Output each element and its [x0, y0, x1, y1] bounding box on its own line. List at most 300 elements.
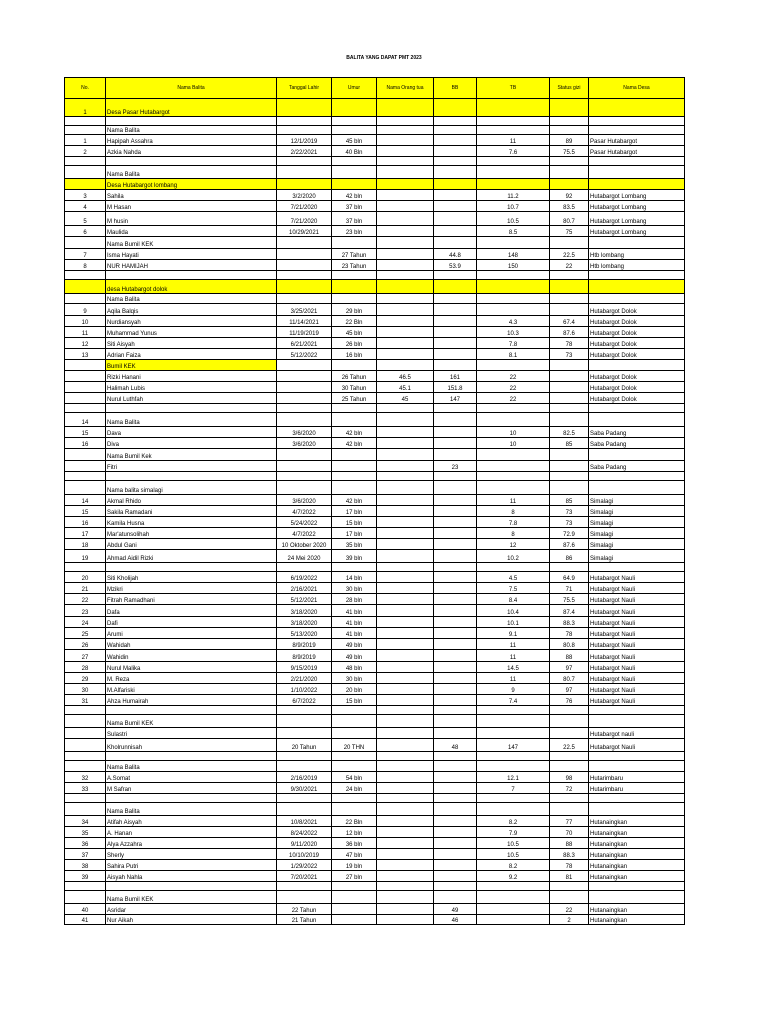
bb-cell [434, 860, 477, 871]
bb-cell [434, 117, 477, 126]
bb-cell: 161 [434, 371, 477, 382]
tanggal-lahir-cell: 8/9/2019 [277, 639, 332, 650]
table-row [65, 506, 685, 517]
umur-cell [332, 449, 377, 461]
nama-orang-tua-cell [377, 528, 434, 539]
bb-cell [434, 506, 477, 517]
umur-cell: 26 Tahun [332, 371, 377, 382]
bb-cell [434, 772, 477, 783]
nama-orang-tua-cell [377, 706, 434, 715]
nama-cell: M.Alfariski [106, 684, 277, 695]
nama-orang-tua-cell [377, 871, 434, 882]
tb-cell [477, 752, 550, 761]
no-cell: 21 [65, 583, 106, 594]
table-row [65, 673, 685, 684]
bb-cell [434, 179, 477, 190]
umur-cell: 42 bln [332, 495, 377, 506]
nama-desa-cell: Hutanaingkan [589, 816, 685, 827]
no-cell [65, 794, 106, 803]
nama-cell: Nama Bumil KEK [106, 891, 277, 904]
no-cell: 38 [65, 860, 106, 871]
no-cell [65, 179, 106, 190]
table-row [65, 803, 685, 816]
no-cell: 7 [65, 249, 106, 260]
table-row [65, 226, 685, 237]
nama-cell: Nama Bumil KEK [106, 715, 277, 728]
tb-cell: 10.7 [477, 201, 550, 212]
status-gizi-cell [550, 117, 589, 126]
header-umur: Umur [332, 78, 377, 99]
status-gizi-cell [550, 271, 589, 280]
table-row [65, 594, 685, 605]
nama-orang-tua-cell [377, 739, 434, 752]
bb-cell [434, 271, 477, 280]
header-row [65, 78, 685, 99]
umur-cell: 20 bln [332, 684, 377, 695]
tb-cell: 11 [477, 639, 550, 650]
table-row [65, 495, 685, 506]
tb-cell [477, 294, 550, 304]
tb-cell: 11.2 [477, 190, 550, 201]
nama-cell: Nama Balita [106, 126, 277, 135]
table-row [65, 99, 685, 117]
no-cell [65, 382, 106, 393]
nama-desa-cell: Hutabargot Nauli [589, 650, 685, 662]
tb-cell: 8.5 [477, 226, 550, 237]
tanggal-lahir-cell: 6/21/2021 [277, 338, 332, 349]
nama-orang-tua-cell [377, 271, 434, 280]
umur-cell [332, 794, 377, 803]
nama-desa-cell [589, 117, 685, 126]
tb-cell: 22 [477, 371, 550, 382]
no-cell: 30 [65, 684, 106, 695]
tb-cell: 10 [477, 438, 550, 449]
nama-cell: Maulida [106, 226, 277, 237]
nama-orang-tua-cell [377, 728, 434, 739]
tanggal-lahir-cell: 8/9/2019 [277, 650, 332, 662]
nama-orang-tua-cell [377, 249, 434, 260]
nama-orang-tua-cell [377, 838, 434, 849]
umur-cell [332, 882, 377, 891]
tb-cell [477, 449, 550, 461]
umur-cell: 24 bln [332, 783, 377, 794]
umur-cell [332, 166, 377, 179]
table-row [65, 904, 685, 915]
nama-desa-cell: Hutanaingkan [589, 827, 685, 838]
nama-orang-tua-cell: 46.5 [377, 371, 434, 382]
tb-cell: 10.5 [477, 212, 550, 226]
status-gizi-cell: 80.7 [550, 212, 589, 226]
umur-cell: 42 bln [332, 438, 377, 449]
tb-cell: 14.5 [477, 662, 550, 673]
status-gizi-cell [550, 404, 589, 413]
nama-desa-cell: Hutabargot Nauli [589, 695, 685, 706]
status-gizi-cell [550, 891, 589, 904]
bb-cell [434, 706, 477, 715]
tanggal-lahir-cell: 8/24/2022 [277, 827, 332, 838]
nama-desa-cell: Saba Padang [589, 427, 685, 438]
tb-cell: 11 [477, 673, 550, 684]
status-gizi-cell [550, 563, 589, 572]
table-row [65, 201, 685, 212]
status-gizi-cell [550, 382, 589, 393]
table-row [65, 166, 685, 179]
nama-orang-tua-cell [377, 803, 434, 816]
no-cell [65, 126, 106, 135]
no-cell [65, 404, 106, 413]
status-gizi-cell: 85 [550, 495, 589, 506]
table-row [65, 135, 685, 146]
nama-orang-tua-cell [377, 639, 434, 650]
tanggal-lahir-cell: 9/15/2019 [277, 662, 332, 673]
bb-cell [434, 404, 477, 413]
nama-desa-cell: Hutanaingkan [589, 871, 685, 882]
nama-cell: Dafa [106, 605, 277, 617]
nama-orang-tua-cell [377, 449, 434, 461]
tb-cell [477, 166, 550, 179]
nama-desa-cell: Htb lombang [589, 260, 685, 271]
bb-cell [434, 728, 477, 739]
no-cell [65, 280, 106, 294]
tb-cell [477, 472, 550, 481]
nama-desa-cell: Hutabargot Dolok [589, 382, 685, 393]
nama-cell: Nurul Luthfah [106, 393, 277, 404]
no-cell: 25 [65, 628, 106, 639]
nama-orang-tua-cell [377, 481, 434, 495]
nama-cell: Halimah Lubis [106, 382, 277, 393]
tanggal-lahir-cell: 3/18/2020 [277, 617, 332, 628]
nama-desa-cell [589, 271, 685, 280]
nama-desa-cell: Simalagi [589, 539, 685, 550]
table-row [65, 472, 685, 481]
bb-cell [434, 472, 477, 481]
tb-cell: 7.9 [477, 827, 550, 838]
table-row [65, 794, 685, 803]
tanggal-lahir-cell [277, 461, 332, 472]
tb-cell [477, 461, 550, 472]
nama-cell: Nur Aikah [106, 915, 277, 925]
nama-orang-tua-cell [377, 715, 434, 728]
nama-cell [106, 271, 277, 280]
tanggal-lahir-cell [277, 481, 332, 495]
nama-desa-cell: Hutabargot Nauli [589, 628, 685, 639]
tb-cell [477, 882, 550, 891]
tanggal-lahir-cell: 3/6/2020 [277, 438, 332, 449]
nama-desa-cell: Hutanaingkan [589, 915, 685, 925]
no-cell: 10 [65, 316, 106, 327]
nama-orang-tua-cell [377, 461, 434, 472]
status-gizi-cell [550, 449, 589, 461]
tb-cell: 7 [477, 783, 550, 794]
tb-cell: 10.1 [477, 617, 550, 628]
table-row [65, 706, 685, 715]
nama-cell: Fitri [106, 461, 277, 472]
tb-cell: 10.5 [477, 838, 550, 849]
bb-cell [434, 294, 477, 304]
nama-desa-cell [589, 280, 685, 294]
tb-cell: 22 [477, 382, 550, 393]
bb-cell [434, 752, 477, 761]
status-gizi-cell: 22 [550, 260, 589, 271]
bb-cell [434, 803, 477, 816]
no-cell [65, 360, 106, 371]
tanggal-lahir-cell: 2/16/2019 [277, 772, 332, 783]
nama-orang-tua-cell [377, 650, 434, 662]
status-gizi-cell: 73 [550, 349, 589, 360]
table-row [65, 628, 685, 639]
status-gizi-cell [550, 761, 589, 772]
nama-orang-tua-cell [377, 506, 434, 517]
no-cell: 32 [65, 772, 106, 783]
bb-cell [434, 871, 477, 882]
no-cell [65, 472, 106, 481]
table-row [65, 882, 685, 891]
no-cell: 15 [65, 427, 106, 438]
nama-desa-cell [589, 126, 685, 135]
no-cell [65, 271, 106, 280]
tb-cell [477, 304, 550, 316]
table-row [65, 563, 685, 572]
tanggal-lahir-cell [277, 126, 332, 135]
header-tb: TB [477, 78, 550, 99]
status-gizi-cell: 78 [550, 860, 589, 871]
tanggal-lahir-cell: 11/19/2019 [277, 327, 332, 338]
tb-cell [477, 404, 550, 413]
tanggal-lahir-cell [277, 99, 332, 117]
no-cell: 35 [65, 827, 106, 838]
table-row [65, 271, 685, 280]
no-cell: 11 [65, 327, 106, 338]
status-gizi-cell: 75.5 [550, 146, 589, 157]
nama-cell: Bumil KEK [106, 360, 277, 371]
nama-orang-tua-cell [377, 783, 434, 794]
nama-desa-cell: Hutanaingkan [589, 904, 685, 915]
bb-cell [434, 413, 477, 427]
nama-desa-cell: Hutabargot Dolok [589, 327, 685, 338]
table-row [65, 237, 685, 249]
tanggal-lahir-cell [277, 706, 332, 715]
nama-desa-cell: Hutabargot Nauli [589, 605, 685, 617]
umur-cell: 29 bln [332, 304, 377, 316]
bb-cell [434, 99, 477, 117]
nama-desa-cell: Htb lombang [589, 249, 685, 260]
tb-cell: 7.6 [477, 146, 550, 157]
bb-cell [434, 528, 477, 539]
nama-desa-cell: Pasar Hutabargot [589, 135, 685, 146]
status-gizi-cell: 71 [550, 583, 589, 594]
tanggal-lahir-cell: 12/1/2019 [277, 135, 332, 146]
table-row [65, 739, 685, 752]
status-gizi-cell: 76 [550, 695, 589, 706]
table-row [65, 761, 685, 772]
tanggal-lahir-cell: 6/19/2022 [277, 572, 332, 583]
tb-cell: 8.2 [477, 816, 550, 827]
table-row [65, 539, 685, 550]
tb-cell: 7.5 [477, 583, 550, 594]
bb-cell [434, 438, 477, 449]
table-row [65, 650, 685, 662]
umur-cell: 17 bln [332, 506, 377, 517]
tb-cell [477, 99, 550, 117]
nama-orang-tua-cell [377, 413, 434, 427]
nama-cell: M husin [106, 212, 277, 226]
bb-cell: 49 [434, 904, 477, 915]
bb-cell [434, 827, 477, 838]
table-row [65, 294, 685, 304]
tb-cell [477, 271, 550, 280]
tanggal-lahir-cell [277, 715, 332, 728]
umur-cell: 28 bln [332, 594, 377, 605]
bb-cell: 46 [434, 915, 477, 925]
nama-cell: Nama Balita [106, 294, 277, 304]
table-row [65, 695, 685, 706]
nama-orang-tua-cell [377, 572, 434, 583]
umur-cell [332, 271, 377, 280]
nama-cell: Nama Bumil KEK [106, 237, 277, 249]
nama-cell: Siti Kholijah [106, 572, 277, 583]
status-gizi-cell: 87.6 [550, 327, 589, 338]
nama-cell: Azkia Nahda [106, 146, 277, 157]
bb-cell [434, 190, 477, 201]
tanggal-lahir-cell: 10/10/2019 [277, 849, 332, 860]
bb-cell: 151.8 [434, 382, 477, 393]
nama-cell: Asridar [106, 904, 277, 915]
bb-cell [434, 212, 477, 226]
umur-cell [332, 360, 377, 371]
nama-desa-cell [589, 803, 685, 816]
nama-desa-cell: Hutabargot Nauli [589, 617, 685, 628]
bb-cell [434, 628, 477, 639]
nama-desa-cell: Simalagi [589, 495, 685, 506]
nama-desa-cell: Hutabargot Nauli [589, 739, 685, 752]
status-gizi-cell [550, 794, 589, 803]
nama-cell: Kamila Husna [106, 517, 277, 528]
status-gizi-cell [550, 99, 589, 117]
nama-orang-tua-cell [377, 360, 434, 371]
no-cell [65, 563, 106, 572]
umur-cell: 23 bln [332, 226, 377, 237]
nama-cell: Nama balita simalagi [106, 481, 277, 495]
pmt-table [64, 77, 685, 925]
nama-cell: Aqila Balqis [106, 304, 277, 316]
nama-cell: Alya Azzahra [106, 838, 277, 849]
tb-cell [477, 728, 550, 739]
tanggal-lahir-cell: 6/7/2022 [277, 695, 332, 706]
tb-cell: 150 [477, 260, 550, 271]
tb-cell: 10.5 [477, 849, 550, 860]
table-row [65, 816, 685, 827]
table-row [65, 583, 685, 594]
tb-cell [477, 117, 550, 126]
table-row [65, 449, 685, 461]
tanggal-lahir-cell: 9/11/2020 [277, 838, 332, 849]
no-cell: 15 [65, 506, 106, 517]
status-gizi-cell: 88 [550, 838, 589, 849]
header-nama-balita: Nama Balita [106, 78, 277, 99]
no-cell: 13 [65, 349, 106, 360]
bb-cell [434, 201, 477, 212]
nama-desa-cell [589, 472, 685, 481]
nama-cell: Sahila [106, 190, 277, 201]
header-tanggal-lahir: Tanggal Lahir [277, 78, 332, 99]
nama-orang-tua-cell [377, 752, 434, 761]
umur-cell [332, 117, 377, 126]
tb-cell: 9 [477, 684, 550, 695]
nama-cell: A.Somat [106, 772, 277, 783]
nama-desa-cell: Hutabargot Nauli [589, 684, 685, 695]
nama-desa-cell: Hutabargot Nauli [589, 639, 685, 650]
umur-cell [332, 706, 377, 715]
umur-cell: 37 bln [332, 201, 377, 212]
umur-cell: 19 bln [332, 860, 377, 871]
no-cell: 2 [65, 146, 106, 157]
nama-desa-cell [589, 99, 685, 117]
tanggal-lahir-cell [277, 472, 332, 481]
tanggal-lahir-cell [277, 166, 332, 179]
tanggal-lahir-cell: 5/12/2022 [277, 349, 332, 360]
bb-cell [434, 166, 477, 179]
tanggal-lahir-cell [277, 371, 332, 382]
umur-cell [332, 179, 377, 190]
status-gizi-cell: 80.7 [550, 673, 589, 684]
status-gizi-cell: 72.9 [550, 528, 589, 539]
status-gizi-cell: 87.4 [550, 605, 589, 617]
status-gizi-cell: 97 [550, 662, 589, 673]
table-row [65, 550, 685, 563]
nama-desa-cell: Hutabargot Dolok [589, 371, 685, 382]
table-row [65, 349, 685, 360]
tanggal-lahir-cell: 22 Tahun [277, 904, 332, 915]
no-cell: 28 [65, 662, 106, 673]
table-row [65, 684, 685, 695]
nama-orang-tua-cell [377, 628, 434, 639]
bb-cell [434, 673, 477, 684]
umur-cell [332, 461, 377, 472]
tanggal-lahir-cell [277, 728, 332, 739]
nama-cell: Arumi [106, 628, 277, 639]
umur-cell: 45 bln [332, 327, 377, 338]
nama-orang-tua-cell [377, 438, 434, 449]
umur-cell [332, 761, 377, 772]
tb-cell: 9.1 [477, 628, 550, 639]
nama-desa-cell [589, 294, 685, 304]
tb-cell: 7.8 [477, 338, 550, 349]
nama-desa-cell: Hutabargot Dolok [589, 349, 685, 360]
umur-cell: 22 Bln [332, 816, 377, 827]
tanggal-lahir-cell [277, 382, 332, 393]
umur-cell [332, 413, 377, 427]
status-gizi-cell: 92 [550, 190, 589, 201]
umur-cell: 12 bln [332, 827, 377, 838]
no-cell [65, 157, 106, 166]
no-cell: 16 [65, 438, 106, 449]
status-gizi-cell: 97 [550, 684, 589, 695]
bb-cell [434, 695, 477, 706]
nama-cell [106, 752, 277, 761]
bb-cell [434, 146, 477, 157]
tb-cell: 9.2 [477, 871, 550, 882]
bb-cell [434, 639, 477, 650]
no-cell [65, 449, 106, 461]
nama-orang-tua-cell [377, 891, 434, 904]
nama-orang-tua-cell [377, 794, 434, 803]
nama-cell: Fitrah Ramadhani [106, 594, 277, 605]
status-gizi-cell: 75 [550, 226, 589, 237]
no-cell: 3 [65, 190, 106, 201]
nama-orang-tua-cell [377, 237, 434, 249]
nama-cell [106, 882, 277, 891]
table-row [65, 146, 685, 157]
